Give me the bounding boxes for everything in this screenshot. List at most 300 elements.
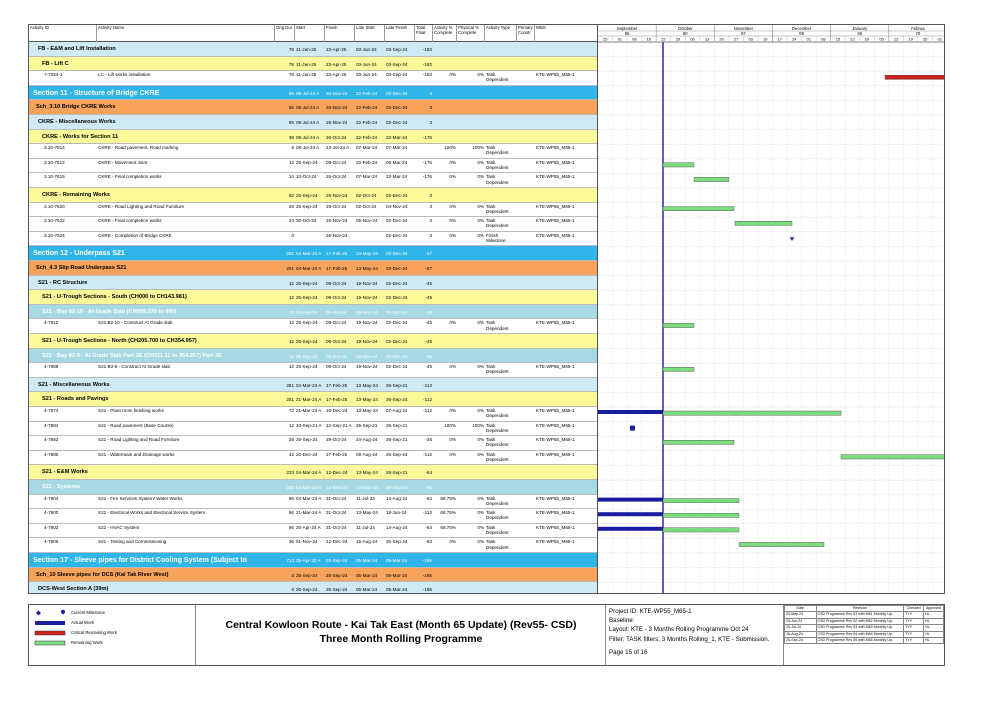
gantt-svg <box>598 25 945 594</box>
activity-pc: 0% <box>477 524 484 530</box>
activity-start: 25-Sep-24 <box>296 320 318 326</box>
group-finish: 25-Sep-24 <box>326 558 348 563</box>
activity-id: 3.10-7622 <box>44 218 65 224</box>
activity-start: 11-Jan-25 <box>296 72 317 78</box>
activity-start: 20-Apr-24 A <box>296 524 321 530</box>
group-name: S21 - U-Trough Sections - South (CH000 to CH143.981) <box>42 294 187 301</box>
group-lf: 05-Mar-24 <box>386 587 408 593</box>
activity-tf: -112 <box>423 408 432 413</box>
activity-wbs: KTE-WP55_M65-1 <box>536 174 575 180</box>
activity-name: S21 - Plant room finishing works <box>98 408 164 413</box>
group-dur: 281 <box>286 382 294 388</box>
group-tf: -183 <box>422 61 432 67</box>
gantt-chart <box>597 25 945 594</box>
group-tf: -165 <box>422 558 432 563</box>
activity-ls: 19-Nov-24 <box>356 364 378 370</box>
revision-cell: HL <box>924 637 944 643</box>
group-finish: 09-Oct-24 <box>326 353 347 359</box>
col-orig-dur[interactable]: Orig Dur <box>275 25 295 42</box>
activity-pc: 0% <box>477 408 484 413</box>
week-label: 08 <box>821 36 826 42</box>
group-lf: 02-Dec-24 <box>386 295 408 301</box>
group-dur: 233 <box>286 470 294 476</box>
activity-id: 4-7906 <box>44 539 59 545</box>
group-tf: 3 <box>429 105 432 111</box>
activity-row[interactable] <box>29 203 597 218</box>
group-tf: 3 <box>429 193 432 198</box>
wbs-group-row[interactable] <box>29 582 597 594</box>
activity-table <box>29 25 597 594</box>
col-activity-complete[interactable]: Activity % Complete <box>433 25 457 42</box>
activity-row[interactable] <box>29 71 597 86</box>
activity-tf: -45 <box>425 320 432 326</box>
wbs-group-row[interactable] <box>29 276 597 291</box>
group-lf: 02-Dec-24 <box>386 251 408 257</box>
activity-start: 25-Sep-24 <box>296 364 318 370</box>
activity-row[interactable] <box>29 436 597 451</box>
col-primary-constr[interactable]: Primary Constr <box>517 25 535 42</box>
activity-row[interactable] <box>29 232 597 247</box>
activity-ls: 13-May-24 <box>356 408 378 413</box>
week-label: 13 <box>704 36 710 42</box>
activity-name: S21 B3-9 - Construct At Grade slab <box>98 364 171 370</box>
activity-row[interactable] <box>29 407 597 422</box>
activity-tf: -64 <box>425 539 432 545</box>
actual-bar <box>630 426 635 431</box>
activity-ls: 24-Aug-24 <box>356 437 378 443</box>
revision-cell: CSD Programme Rev 53 with M63 Monthly Up. <box>816 625 904 631</box>
activity-row[interactable] <box>29 451 597 466</box>
activity-row[interactable] <box>29 524 597 539</box>
revision-cell: HL <box>924 631 944 637</box>
group-tf: -183 <box>422 47 432 52</box>
activity-start: 10-Oct-24 <box>296 174 317 180</box>
activity-lf: 26-Sep-21 <box>386 422 408 428</box>
group-finish: 09-Oct-24 <box>326 339 347 344</box>
activity-start: 25-Sep-24 <box>296 159 318 165</box>
activity-ac: 0% <box>449 232 456 238</box>
activity-dur: 12 <box>288 422 294 428</box>
wbs-group-row[interactable] <box>29 392 597 407</box>
activity-tf: -26 <box>425 437 432 443</box>
wbs-group-row[interactable] <box>29 42 597 57</box>
activity-lf: 02-Dec-24 <box>386 364 408 370</box>
week-label: 29 <box>675 36 681 42</box>
group-ls: 19-Nov-24 <box>356 280 378 286</box>
activity-lf: 04-Nov-24 <box>386 203 408 209</box>
activity-dur: 96 <box>288 495 294 501</box>
activity-wbs: KTE-WP55_M65-1 <box>536 524 575 530</box>
legend-actual <box>33 619 193 627</box>
activity-row[interactable] <box>29 538 597 553</box>
activity-pc: 0% <box>477 451 484 457</box>
group-name: Sch_10 Sleeve pipes for DCS (Kai Tak River West) <box>36 571 169 578</box>
activity-finish: 31-Oct-24 <box>326 495 347 501</box>
activity-dur: 12 <box>288 159 294 165</box>
wbs-group-row[interactable] <box>29 553 597 568</box>
activity-lf: 18-Jun-24 <box>386 510 407 516</box>
group-start: 11-Jan-25 <box>296 61 317 67</box>
group-ls: 19-Nov-24 <box>356 353 378 359</box>
activity-ls: 07-Mar-24 <box>356 174 378 180</box>
activity-lf: 14-Aug-24 <box>386 495 408 501</box>
activity-wbs: KTE-WP55_M65-1 <box>536 495 575 501</box>
activity-ls: 19-Nov-24 <box>356 320 378 326</box>
activity-row[interactable] <box>29 495 597 510</box>
group-finish: 26-Nov-24 <box>326 193 348 198</box>
activity-wbs: KTE-WP55_M65-1 <box>536 145 575 151</box>
wbs-group-row[interactable] <box>29 261 597 276</box>
group-lf: 02-Dec-24 <box>386 193 408 198</box>
activity-row[interactable] <box>29 144 597 159</box>
wbs-group-row[interactable] <box>29 349 597 364</box>
activity-ac: 100% <box>444 145 456 151</box>
remaining-bar <box>663 528 739 532</box>
activity-start: 21-Mar-24 A <box>296 408 322 413</box>
activity-name: CKRE - Movement Joint <box>98 159 148 165</box>
activity-row[interactable] <box>29 509 597 524</box>
activity-row[interactable] <box>29 217 597 232</box>
activity-start: 30-Oct-24 <box>296 218 317 224</box>
group-ls: 13-May-24 <box>356 251 378 257</box>
activity-tf: 3 <box>429 232 432 238</box>
activity-name: CKRE - Final completion works <box>98 174 162 180</box>
activity-pc: 0% <box>477 232 484 238</box>
activity-ac: 0% <box>449 539 456 545</box>
report-subtitle: Three Month Rolling Programme <box>319 633 483 645</box>
week-label: 25 <box>603 36 608 42</box>
legend-milestone <box>33 609 193 617</box>
activity-tf: -112 <box>423 510 432 516</box>
group-tf: -45 <box>425 339 432 344</box>
group-name: Sch_4.3 Slip Road Underpass S21 <box>36 265 127 271</box>
activity-dur: 96 <box>288 510 294 516</box>
month-label: September <box>616 26 638 31</box>
project-layout: Layout: KTE - 3 Months Rolling Programme Oct 24 <box>609 626 749 634</box>
week-label: 29 <box>864 36 870 42</box>
wbs-group-row[interactable] <box>29 57 597 72</box>
revision-table <box>784 605 944 665</box>
month-number: 70 <box>915 31 921 36</box>
col-physical-complete[interactable]: Physical % Complete <box>457 25 485 42</box>
group-lf: 02-Dec-24 <box>386 266 408 271</box>
group-dur: 78 <box>288 61 294 67</box>
week-label: 12 <box>893 36 899 42</box>
activity-lf: 22-Mar-24 <box>386 174 408 180</box>
week-label: 05 <box>879 36 884 42</box>
group-name: CKRE - Remaining Works <box>42 192 110 198</box>
month-label: Februa <box>911 26 925 31</box>
wbs-group-row[interactable] <box>29 188 597 203</box>
activity-row[interactable] <box>29 173 597 188</box>
legend-remaining <box>33 639 193 647</box>
actual-bar-icon <box>33 619 69 627</box>
activity-dur: 12 <box>288 364 294 370</box>
activity-type: Task Dependent <box>486 539 509 550</box>
revision-cell: CSD Programme Rev 55 with M65 Monthly Up. <box>816 637 904 643</box>
activity-pc: 0% <box>477 495 484 501</box>
group-start: 11-Jan-25 <box>296 47 317 52</box>
activity-id: 3.10-7620 <box>44 203 65 209</box>
revision-cell: CSD Programme Rev 52 with M62 Monthly Up. <box>816 618 904 624</box>
activity-ac: 0% <box>449 320 456 326</box>
activity-tf: -176 <box>422 174 432 180</box>
group-tf: 3 <box>429 90 432 96</box>
group-finish: 26-Oct-24 <box>326 134 347 140</box>
col-activity-type[interactable]: Activity Type <box>485 25 517 42</box>
remaining-bar-icon <box>33 639 69 647</box>
activity-wbs: KTE-WP55_M65-1 <box>536 437 575 443</box>
activity-ac: 0% <box>449 437 456 443</box>
activity-start <box>295 232 325 247</box>
group-lf: 02-Dec-24 <box>386 280 408 286</box>
activity-type: Task Dependent <box>486 524 509 535</box>
group-start: 25-Sep-24 <box>296 339 318 344</box>
wbs-group-row[interactable] <box>29 130 597 145</box>
activity-name: CKRE - Completion of Bridge CKRE <box>98 232 172 238</box>
revision-cell: TYY <box>904 637 924 643</box>
legend-milestone-label: Current Milestone <box>71 610 105 615</box>
activity-ac: 68.75% <box>440 495 456 501</box>
activity-tf: -64 <box>425 524 432 530</box>
activity-pc: 0% <box>477 510 484 516</box>
group-lf: 02-Dec-24 <box>386 90 408 96</box>
activity-name: S21 - Testing and Commissioning <box>98 539 167 545</box>
activity-dur: 36 <box>288 539 294 545</box>
group-name: S21 - Systems <box>42 484 80 490</box>
activity-lf: 03-Sep-24 <box>386 72 408 78</box>
page-number: Page 15 of 16 <box>609 648 648 656</box>
activity-finish: 09-Oct-24 <box>326 364 347 370</box>
activity-finish: 13-Jul-24 A <box>326 145 350 151</box>
revision-cell: TYY <box>904 612 924 618</box>
activity-name: S21 - Road pavement (Base Course) <box>98 422 174 428</box>
group-tf: -45 <box>425 309 432 315</box>
activity-start: 01-Nov-24 <box>296 539 318 545</box>
wbs-group-row[interactable] <box>29 378 597 393</box>
activity-pc: 0% <box>477 174 484 180</box>
group-lf: 22-Mar-24 <box>386 134 408 140</box>
group-ls: 19-Nov-24 <box>356 309 378 315</box>
group-tf: -165 <box>422 587 432 593</box>
group-lf: 05-Mar-24 <box>386 572 408 578</box>
group-finish: 17-Feb-25 <box>326 266 348 271</box>
activity-type: Task Dependent <box>486 451 509 462</box>
revision-cell: 25-Jul-24 <box>785 625 817 631</box>
group-start: 08-Jul-24 A <box>296 105 320 111</box>
wbs-group-row[interactable] <box>29 290 597 305</box>
activity-ls: 15-Aug-24 <box>356 539 378 545</box>
activity-pc: 0% <box>477 320 484 326</box>
group-ls: 13-May-24 <box>356 382 378 388</box>
group-name: Section 17 - Sleeve pipes for District Cooling System (Subject to <box>33 557 247 564</box>
legend-remaining-label: Remaining Work <box>71 640 103 645</box>
week-label: 27 <box>733 36 739 42</box>
wbs-group-row[interactable] <box>29 465 597 480</box>
activity-ac: 0% <box>449 364 456 370</box>
group-lf: 26-Sep-21 <box>386 382 408 388</box>
activity-id: 4-7884 <box>44 422 59 428</box>
activity-pc: 0% <box>477 539 484 545</box>
group-name: FB - Lift C <box>42 60 69 67</box>
activity-id: 4-7812 <box>44 320 59 326</box>
activity-dur: 24 <box>288 218 294 224</box>
col-activity-name[interactable]: Activity Name <box>97 25 275 42</box>
col-finish[interactable]: Finish <box>325 25 355 42</box>
group-name: Sch_3.10 Bridge CKRE Works <box>36 104 116 111</box>
title-block <box>28 604 945 666</box>
activity-pc: 100% <box>472 422 484 428</box>
activity-finish: 12-Sep-21 A <box>326 422 352 428</box>
group-dur: 281 <box>286 266 294 271</box>
group-start: 25-Sep-24 <box>296 295 318 301</box>
group-start: 25-Sep-24 <box>296 353 318 359</box>
wbs-group-row[interactable] <box>29 246 597 261</box>
activity-finish: 19-Dec-24 <box>326 408 348 413</box>
activity-pc: 0% <box>477 364 484 370</box>
group-finish: 12-Dec-24 <box>326 485 348 490</box>
group-lf: 03-Sep-24 <box>386 61 408 67</box>
group-dur: 39 <box>288 134 294 140</box>
remaining-bar <box>739 542 824 546</box>
activity-id: 4-7904 <box>44 495 59 501</box>
group-start: 08-Jul-24 A <box>296 134 320 140</box>
wbs-group-row[interactable] <box>29 334 597 349</box>
remaining-bar <box>663 440 734 444</box>
group-lf: 26-Sep-21 <box>386 485 408 490</box>
activity-tf: -112 <box>423 451 432 457</box>
activity-type: Task Dependent <box>486 422 509 433</box>
group-finish: 23-Apr-25 <box>326 47 347 52</box>
activity-row[interactable] <box>29 159 597 174</box>
activity-ac: 0% <box>449 408 456 413</box>
activity-row[interactable] <box>29 319 597 334</box>
activity-pc: 0% <box>477 437 484 443</box>
activity-type: Finish Milestone <box>486 232 506 243</box>
group-ls: 03-Jun-24 <box>356 47 377 52</box>
activity-ac: 0% <box>449 451 456 457</box>
wbs-group-row[interactable] <box>29 86 597 101</box>
actual-bar <box>598 410 663 414</box>
activity-wbs: KTE-WP55_M65-1 <box>536 422 575 428</box>
activity-ac: 0% <box>449 174 456 180</box>
activity-name: S21 - Road Lighting and Road Furniture <box>98 437 180 443</box>
group-tf: -57 <box>425 266 432 271</box>
activity-name: CKRE - Road Lighting and Road Furniture <box>98 203 185 209</box>
critical-bar-icon <box>33 629 69 637</box>
wbs-group-row[interactable] <box>29 480 597 495</box>
remaining-bar <box>663 499 739 503</box>
group-lf: 26-Sep-24 <box>386 397 408 403</box>
col-late-start[interactable]: Late Start <box>355 25 385 42</box>
table-header <box>29 25 597 42</box>
activity-name: CKRE - Road pavement, Road marking <box>98 145 179 151</box>
group-lf: 02-Dec-24 <box>386 353 408 359</box>
group-start: 08-Jul-24 A <box>296 120 320 125</box>
week-label: 22 <box>850 36 855 42</box>
group-start: 08-Jul-24 A <box>296 90 320 96</box>
group-lf: 02-Dec-24 <box>386 120 408 125</box>
col-late-finish[interactable]: Late Finish <box>385 25 415 42</box>
activity-lf: 26-Sep-24 <box>386 451 408 457</box>
group-start: 25-Sep-24 <box>296 193 318 198</box>
week-label: 10 <box>763 36 768 42</box>
activity-tf: 3 <box>429 218 432 224</box>
group-name: FB - E&M and Lift Installation <box>38 46 116 52</box>
activity-ac: 0% <box>449 218 456 224</box>
activity-dur: 96 <box>288 524 294 530</box>
activity-tf <box>415 422 433 437</box>
group-start: 04-Mar-24 A <box>296 485 322 490</box>
activity-lf: 02-Dec-24 <box>386 232 408 238</box>
week-label: 06 <box>690 36 695 42</box>
activity-ls: 02-Oct-24 <box>356 203 377 209</box>
group-finish: 09-Oct-24 <box>326 295 347 301</box>
week-label: 15 <box>835 36 841 42</box>
wbs-group-row[interactable] <box>29 305 597 320</box>
activity-dur: 0 <box>291 232 294 238</box>
group-lf: 02-Dec-24 <box>386 309 408 315</box>
group-dur: 0 <box>291 572 294 578</box>
wbs-group-row[interactable] <box>29 568 597 583</box>
activity-type: Task Dependent <box>486 320 509 331</box>
group-lf: 03-Sep-24 <box>386 47 408 52</box>
activity-row[interactable] <box>29 363 597 378</box>
group-ls: 19-Nov-24 <box>356 295 378 301</box>
month-label: December <box>791 26 812 31</box>
group-dur: 65 <box>288 90 294 96</box>
week-label: 26 <box>922 36 928 42</box>
activity-id: 3.10-7612 <box>44 159 65 165</box>
group-name: S21 - E&M Works <box>42 469 88 476</box>
activity-type: Task Dependent <box>486 364 509 375</box>
activity-row[interactable] <box>29 422 597 437</box>
activity-type: Task Dependent <box>486 218 509 229</box>
group-tf: -112 <box>423 397 432 403</box>
activity-lf: 02-Dec-24 <box>386 320 408 326</box>
activity-lf: 26-Sep-24 <box>386 539 408 545</box>
activity-pc: 0% <box>477 203 484 209</box>
group-ls: 13-May-24 <box>356 266 378 271</box>
group-name: S21 - Roads and Pavings <box>42 396 109 403</box>
group-start: 25-Apr-22 A <box>296 558 321 563</box>
activity-name: S21 B2-10 - Construct At Grade slab <box>98 320 173 326</box>
group-lf: 26-Sep-21 <box>386 470 408 476</box>
group-tf: -64 <box>425 470 432 476</box>
group-start: 04-Mar-24 A <box>296 266 322 271</box>
group-name: S21 - Bay 82-10 - At-Grade Slab (CH009.376 to 000) <box>42 308 177 315</box>
revision-cell: 25-Jun-24 <box>785 618 817 624</box>
wbs-group-row[interactable] <box>29 115 597 130</box>
activity-ac: 0% <box>449 72 456 78</box>
col-activity-id[interactable]: Activity ID <box>29 25 97 42</box>
group-ls: 02-Oct-24 <box>356 193 377 198</box>
activity-type: Task Dependent <box>486 408 509 419</box>
activity-type: Task Dependent <box>486 72 509 83</box>
activity-wbs: KTE-WP55_M65-1 <box>536 451 575 457</box>
col-start[interactable]: Start <box>295 25 325 42</box>
group-ls: 22-Feb-24 <box>356 134 378 140</box>
actual-bar <box>598 512 663 516</box>
group-ls: 19-Nov-24 <box>356 339 378 344</box>
col-wbs[interactable]: WBS <box>536 25 546 30</box>
revision-row <box>785 637 944 643</box>
group-dur: 65 <box>288 120 294 125</box>
activity-ls: 05-Nov-24 <box>356 218 378 224</box>
wbs-group-row[interactable] <box>29 100 597 115</box>
activity-ls: 22-Feb-24 <box>356 159 378 165</box>
col-total-float[interactable]: Total Float <box>415 25 433 42</box>
